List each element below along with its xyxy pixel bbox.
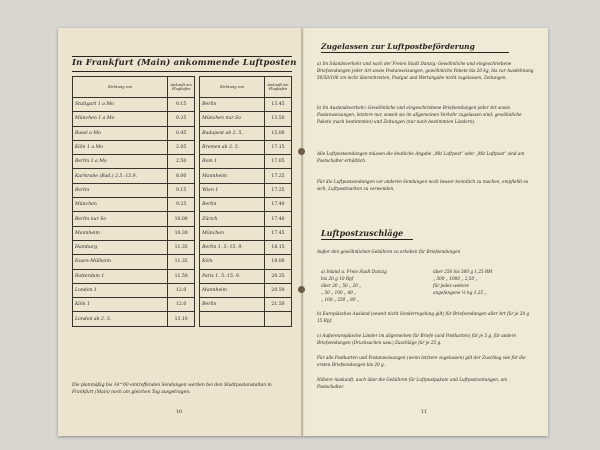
route-cell: Paris 1. 5.-15. 9.: [200, 269, 265, 283]
arrival-cell: 17.40: [265, 198, 292, 212]
rates-right-column: [433, 268, 533, 296]
route-cell: München nur So: [200, 112, 265, 126]
arrival-cell: 11.35: [168, 240, 195, 254]
paragraph-inland: a) Im Inlandsverkehr und nach der Freien Stadt Danzig: Gewöhnliche und eingeschriebene Briefsendungen jeder Art sowie Postanweisungen, gewöhnliche Pakete bis 20 kg, bis zur Ausdehnung 50/50/100 cm nicht überschreiten, Postgut und Wertangabe nicht zugelassen, Zeitungen.: [317, 61, 534, 81]
arrival-cell: 20.35: [265, 269, 292, 283]
table-row: [73, 212, 292, 226]
paragraph-zuschlaege: Außer den gewöhnlichen Gebühren zu erheben für Briefsendungen: [317, 249, 461, 254]
arrival-cell: 10.30: [168, 226, 195, 240]
rate-line: über 20 „ 50 „ 20 „: [321, 283, 362, 288]
paragraph-ausland: b) Im Auslandsverkehr: Gewöhnliche und eingeschriebene Briefsendungen jeder Art sowie Postanweisungen, letztere nur, soweit sie im allgemeinen Verkehr zugelassen sind; gewöhnliche Pakete (nach bestimmten) und Zeitungen (nur nach bestimmten Ländern).: [317, 105, 522, 125]
arrival-cell: 0.45: [168, 126, 195, 140]
arrival-schedule-table: [72, 76, 292, 327]
arrival-cell: 0.15: [168, 98, 195, 112]
table-row: [73, 169, 292, 183]
rate-line: „ 50 „ 100 „ 40 „: [321, 290, 357, 295]
rate-line: „ 500 „ 1000 „ 2,50 „: [433, 276, 478, 281]
arrival-cell: 20.50: [265, 283, 292, 297]
route-cell: Köln 1 a Mo: [73, 140, 168, 154]
route-cell: Berlin: [200, 198, 265, 212]
heading-underline: [321, 52, 509, 53]
table-row: [73, 198, 292, 212]
route-cell: Köln 1: [73, 298, 168, 312]
header-route-right: Richtung von: [200, 77, 265, 98]
arrival-cell: 17.40: [265, 212, 292, 226]
route-cell: Hamburg: [73, 240, 168, 254]
route-cell: Köln: [200, 255, 265, 269]
left-page: [58, 28, 303, 436]
arrival-cell: 13.45: [265, 98, 292, 112]
paragraph-marking: Alle Luftpostsendungen müssen die deutliche Angabe „Mit Luftpost“ oder „Mit Luftpost“ sind am Postschalter erhältlich.: [317, 151, 525, 164]
route-cell: Mannheim: [200, 283, 265, 297]
route-cell: London 1: [73, 283, 168, 297]
arrival-cell: 17.25: [265, 183, 292, 197]
table-row: [73, 283, 292, 297]
route-cell: München: [73, 198, 168, 212]
rate-line: a) Inland u. Freie Stadt Danzig: [321, 269, 387, 274]
arrival-cell: 21.50: [265, 298, 292, 312]
route-cell: [200, 312, 265, 326]
page-title: In Frankfurt (Main) ankommende Luftposten: [72, 58, 297, 68]
table-row: [73, 255, 292, 269]
route-cell: Berlin: [73, 183, 168, 197]
page-number: 11: [421, 410, 428, 415]
route-cell: Zürich: [200, 212, 265, 226]
table-row: [73, 269, 292, 283]
arrival-cell: 19.00: [265, 255, 292, 269]
route-cell: Berlin 1. 5.-15. 9.: [200, 240, 265, 254]
arrival-cell: 17.05: [265, 155, 292, 169]
rate-line: bis 20 g 10 Rpf: [321, 276, 354, 281]
arrival-cell: 9.15: [168, 183, 195, 197]
table-row: [73, 240, 292, 254]
paragraph-ueberseeisch: c) Außereuropäische Länder im allgemeinen für Briefe (und Postkarten) für je 5 g, für andere Briefsendungen (Drucksachen usw.) Zuschläge für je 25 g.: [317, 333, 517, 346]
route-cell: Berlin: [200, 298, 265, 312]
route-cell: Mannheim: [200, 169, 265, 183]
header-arrival-right: Ankunft am Flughafen: [265, 77, 292, 98]
arrival-cell: 15.00: [265, 126, 292, 140]
rate-line: angefangene ½ kg 1,25 „: [433, 290, 487, 295]
header-arrival-left: Ankunft am Flughafen: [168, 77, 195, 98]
arrival-cell: 17.25: [265, 169, 292, 183]
arrival-cell: 11.50: [168, 269, 195, 283]
route-cell: Budapest ab 2. 5.: [200, 126, 265, 140]
route-cell: Rotterdam 1: [73, 269, 168, 283]
route-cell: Karlsruhe (Bad.) 2.5.-15.9.: [73, 169, 168, 183]
paragraph-postkarten: Für alle Postkarten und Postanweisungen (wenn letztere zugelassen) gilt der Zuschlag wie für die ersten Briefsendungen bis 20 g.: [317, 355, 526, 368]
route-cell: Berlin: [200, 98, 265, 112]
table-row: [73, 112, 292, 126]
title-rule-top: [72, 56, 292, 57]
route-cell: Berlin 1 a Mo: [73, 155, 168, 169]
binding-hole-top: [298, 148, 305, 155]
table-row: [73, 155, 292, 169]
route-cell: Rom 1: [200, 155, 265, 169]
table-row: [73, 98, 292, 112]
route-cell: München: [200, 226, 265, 240]
arrival-cell: 12.0: [168, 298, 195, 312]
arrival-cell: 10.00: [168, 212, 195, 226]
table-row: [73, 312, 292, 326]
rates-left-column: [321, 268, 431, 303]
table-row: [73, 126, 292, 140]
arrival-cell: 0.25: [168, 112, 195, 126]
schedule-body: [73, 98, 292, 327]
route-cell: Bremen ab 2. 5.: [200, 140, 265, 154]
heading-zuschlaege: Luftpostzuschläge: [321, 228, 404, 238]
table-row: [73, 183, 292, 197]
arrival-cell: 17.45: [265, 226, 292, 240]
right-page: [303, 28, 548, 436]
footnote: Die planmäßig bis 14^00 eintreffenden Sendungen werden bei den Stadtpostanstalten in Frankfurt (Main) noch am gleichen Tag ausgetragen.: [72, 383, 272, 395]
table-row: [73, 140, 292, 154]
arrival-cell: 2.50: [168, 155, 195, 169]
heading2-underline: [321, 239, 413, 240]
route-cell: Stuttgart 1 a Mo: [73, 98, 168, 112]
rate-line: für jedes weitere: [433, 283, 470, 288]
binding-hole-bottom: [298, 286, 305, 293]
header-route-left: Richtung von: [73, 77, 168, 98]
table-row: [73, 298, 292, 312]
paragraph-europa: b) Europäisches Ausland (soweit nicht Sonderregelung gilt) für Briefsendungen aller Art für je 20 g 15 Rpf.: [317, 311, 530, 324]
arrival-cell: 18.15: [265, 240, 292, 254]
route-cell: Wien 1: [200, 183, 265, 197]
route-cell: Basel a Mo: [73, 126, 168, 140]
arrival-cell: [265, 312, 292, 326]
route-cell: Mannheim: [73, 226, 168, 240]
arrival-cell: 11.35: [168, 255, 195, 269]
route-cell: Berlin nur So: [73, 212, 168, 226]
rate-line: „ 100 „ 250 „ 80 „: [321, 297, 359, 302]
arrival-cell: 17.15: [265, 140, 292, 154]
route-cell: München 1 a Mo: [73, 112, 168, 126]
arrival-cell: 13.50: [265, 112, 292, 126]
title-rule-bottom: [72, 71, 292, 72]
rate-line: über 250 bis 500 g 1,25 RM: [433, 269, 493, 274]
route-cell: London ab 2. 5.: [73, 312, 168, 326]
arrival-cell: 9.25: [168, 198, 195, 212]
arrival-cell: 2.05: [168, 140, 195, 154]
open-booklet: [58, 28, 548, 438]
heading-zugelassen: Zugelassen zur Luftpostbeförderung: [321, 42, 475, 51]
route-cell: Essen-Mülheim: [73, 255, 168, 269]
arrival-cell: 12.0: [168, 283, 195, 297]
paragraph-auskunft: Nähere Auskunft, auch über die Gebühren für Luftpostpakete und Luftpostzeitungen, am Postschalter.: [317, 377, 508, 390]
arrival-cell: 13.10: [168, 312, 195, 326]
page-number: 10: [176, 410, 183, 415]
paragraph-freimachung: Für die Luftpostsendungen vor anderen Sendungen noch besser kenntlich zu machen, empfiehlt es sich, Luftpostmarken zu verwenden.: [317, 179, 529, 192]
book-fold: [301, 28, 305, 436]
table-row: [73, 226, 292, 240]
arrival-cell: 8.00: [168, 169, 195, 183]
